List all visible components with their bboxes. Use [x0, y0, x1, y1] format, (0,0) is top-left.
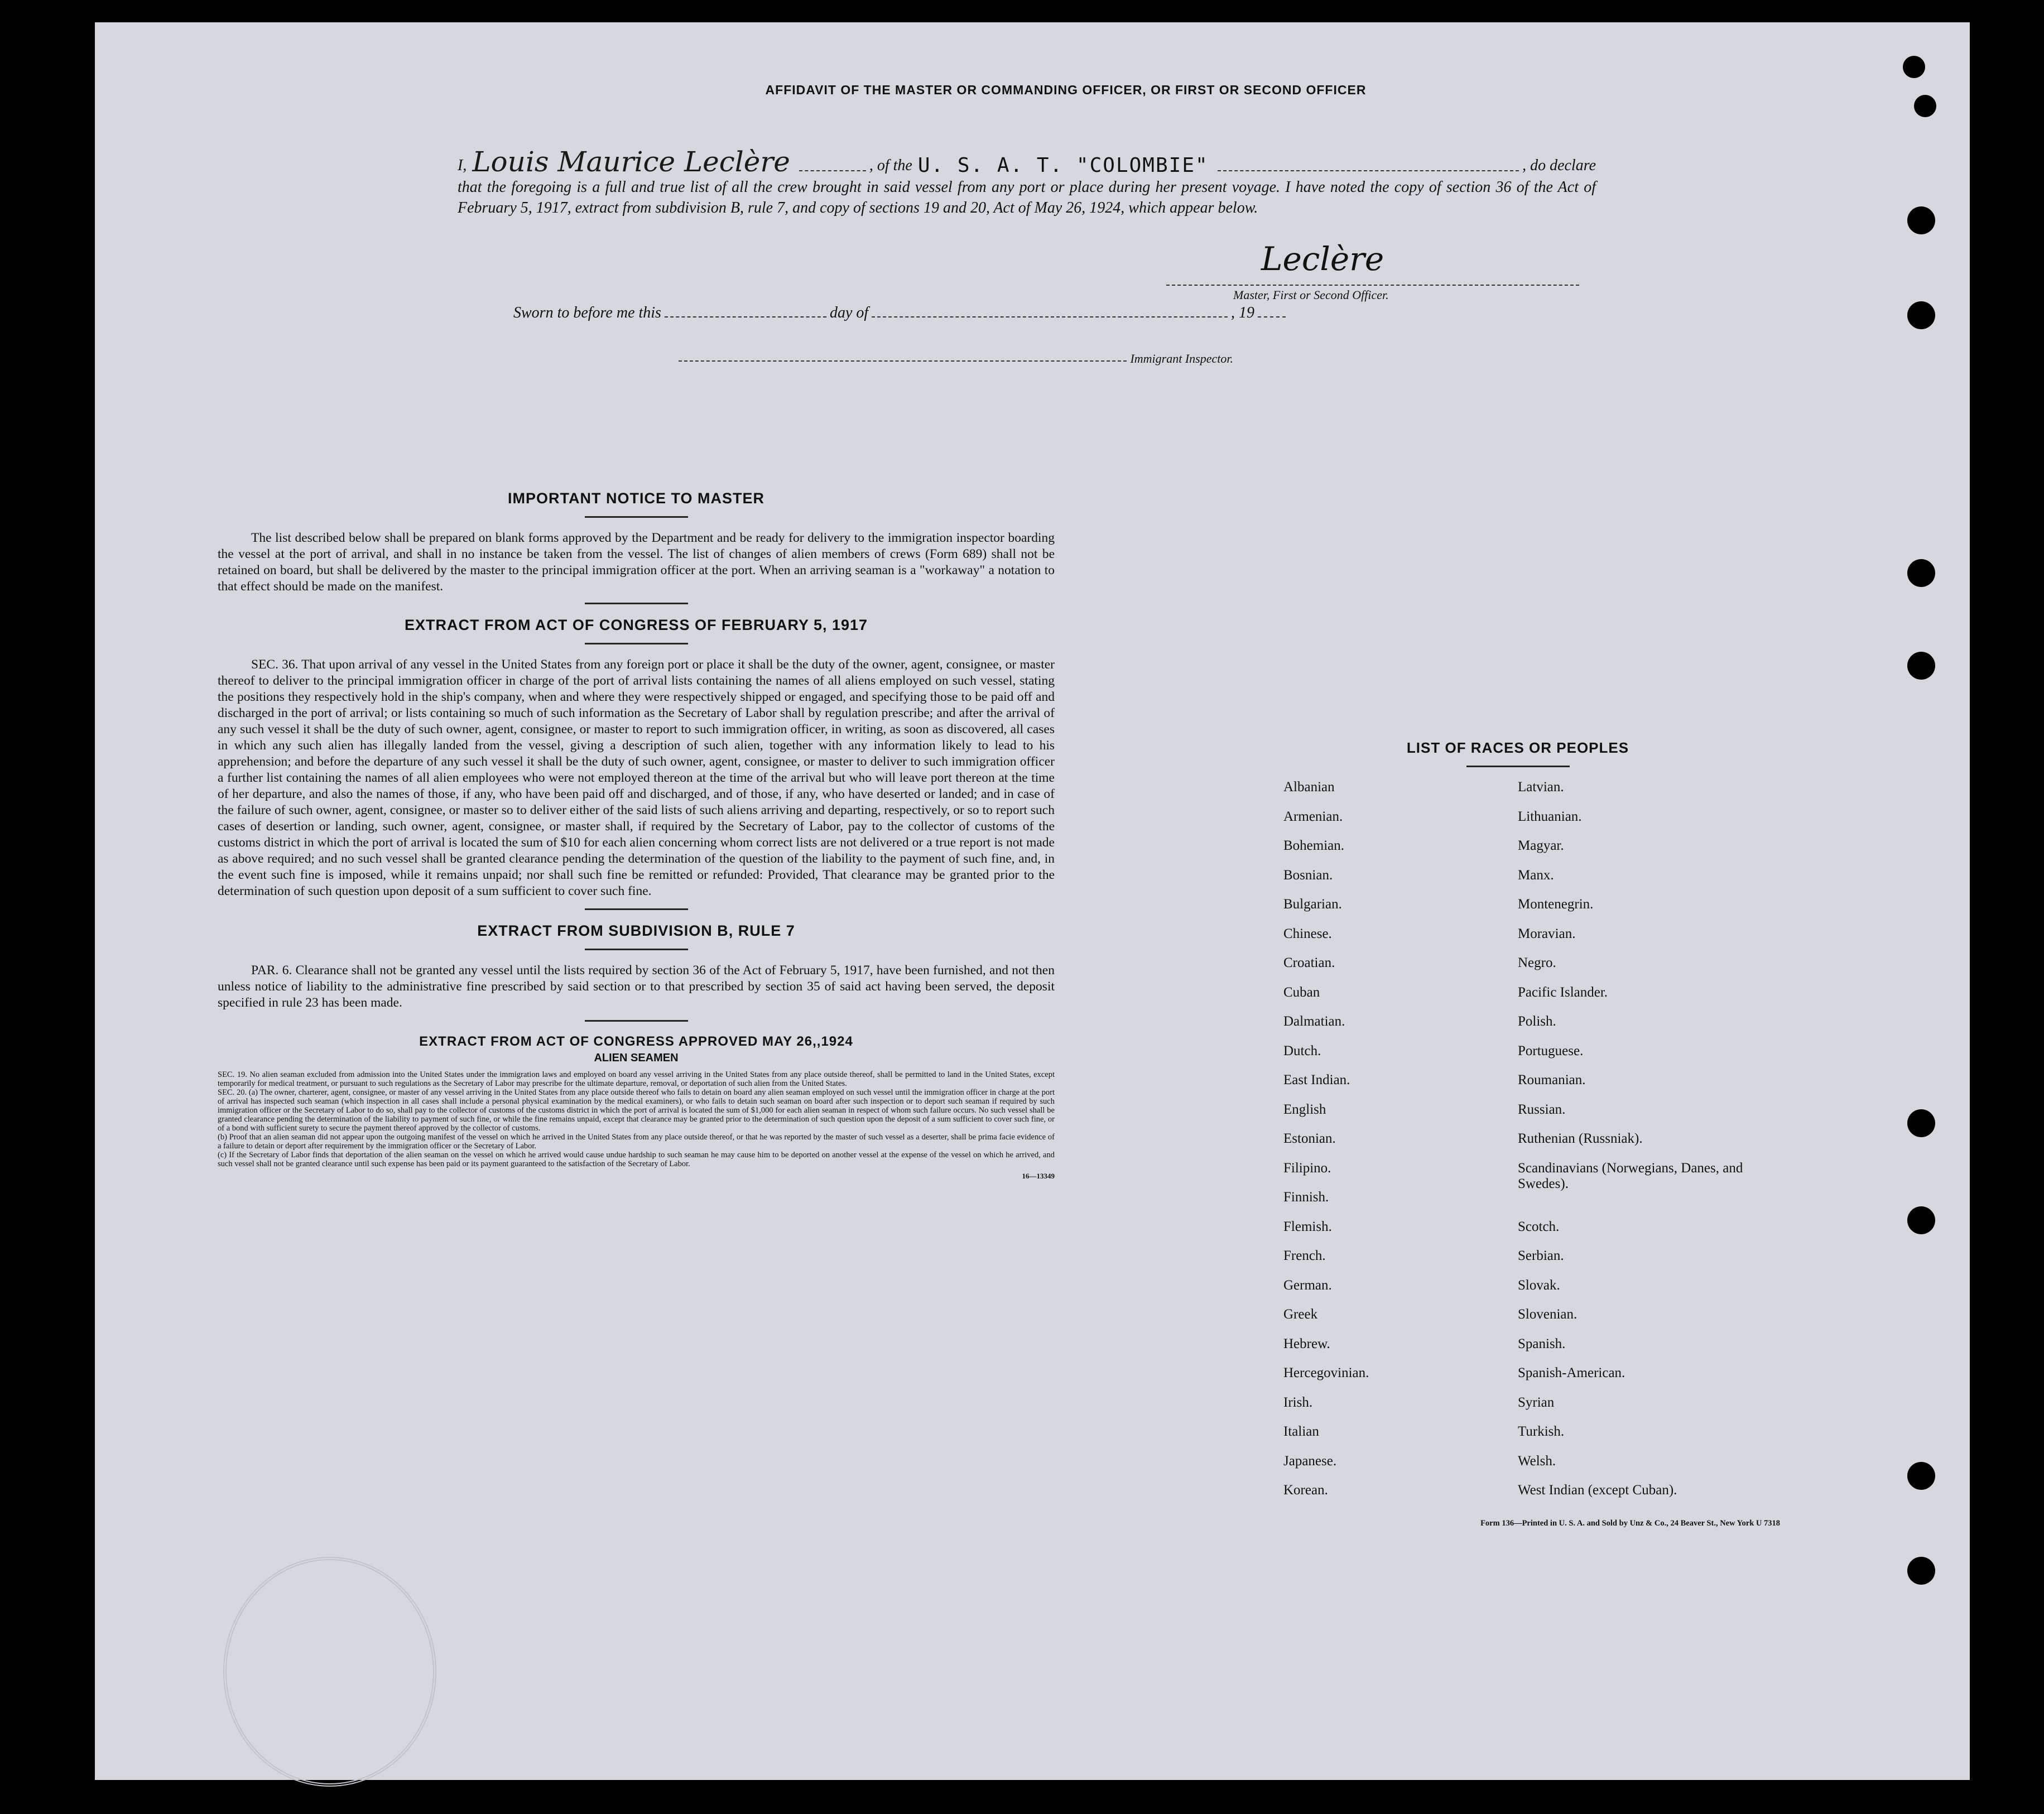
month-fill-line [872, 306, 1228, 317]
divider [585, 1020, 688, 1022]
race-item: Negro. [1518, 955, 1556, 970]
race-item: German. [1283, 1277, 1332, 1293]
race-item: Turkish. [1518, 1424, 1565, 1439]
race-item: Magyar. [1518, 838, 1564, 853]
race-item: East Indian. [1283, 1072, 1350, 1088]
race-item: Flemish. [1283, 1219, 1332, 1234]
divider [585, 949, 688, 950]
punch-hole [1907, 1462, 1935, 1490]
alien-seamen-subheading: ALIEN SEAMEN [594, 1052, 679, 1064]
of-the-label: , of the [869, 157, 912, 174]
master-signature: Leclère [1261, 240, 1384, 278]
race-item: Albanian [1283, 780, 1335, 795]
sec20b-text: (b) Proof that an alien seaman did not appear upon the outgoing manifest of the vessel on which he arrived in the United States from any place outside thereof, or that he was reported by the master of such vessel as a deserter, shall be prima facie evidence of a failure to detain or deport after requirement by the immigration officer or the Secretary of Labor. [218, 1133, 1055, 1151]
punch-hole [1907, 301, 1935, 329]
notice-heading: IMPORTANT NOTICE TO MASTER [508, 490, 764, 507]
form-code: 16—13349 [1022, 1172, 1055, 1180]
race-item: Dutch. [1283, 1043, 1321, 1058]
declaration-line [458, 148, 1596, 176]
year-fill-line [1258, 306, 1286, 317]
extract-rule7-heading: EXTRACT FROM SUBDIVISION B, RULE 7 [477, 922, 795, 939]
race-item: Japanese. [1283, 1453, 1337, 1469]
races-list [1267, 739, 1769, 1512]
divider [585, 516, 688, 518]
extract-1917-text [218, 657, 1055, 899]
race-item: Cuban [1283, 984, 1320, 1000]
day-fill-line [665, 306, 826, 317]
race-item: Estonian. [1283, 1131, 1336, 1146]
race-item: Greek [1283, 1307, 1318, 1322]
vessel-name-typed: U. S. A. T. "COLOMBIE" [917, 154, 1209, 177]
race-item: Bulgarian. [1283, 897, 1342, 912]
day-of-label: day of [829, 304, 869, 321]
notice-body: The list described below shall be prepared on blank forms approved by the Department and be ready for delivery to the immigration inspector boarding the vessel at the port of arrival, and shall in no instance be taken from the vessel. The list of changes of alien members of crews (Form 689) shall not be retained on board, but shall be delivered by the master to the principal immigration officer at the port. When an arriving seaman is a "workaway" a notation to that effect should be made on the manifest. [218, 531, 1055, 594]
do-declare-label: , do declare [1522, 157, 1596, 174]
extract-1917-heading: EXTRACT FROM ACT OF CONGRESS OF FEBRUARY 5, 1917 [404, 617, 868, 633]
race-item: Russian. [1518, 1101, 1566, 1117]
race-item: Roumanian. [1518, 1072, 1586, 1088]
embossed-seal [223, 1557, 436, 1787]
race-item: Irish. [1283, 1394, 1313, 1410]
race-item: English [1283, 1101, 1326, 1117]
master-signature-block [1166, 240, 1579, 302]
punch-hole [1907, 559, 1935, 587]
document-page [95, 22, 1970, 1780]
race-item: Moravian. [1518, 926, 1576, 941]
race-item: Polish. [1518, 1014, 1556, 1029]
extract-rule7-text [218, 963, 1055, 1011]
extract-1917-body: SEC. 36. That upon arrival of any vessel in the United States from any foreign port or place it shall be the duty of the owner, agent, consignee, or master thereof to deliver to the principal immigration officer in charge of the port of arrival lists containing the names of all aliens employed on such vessel, stating the positions they respectively hold in the ship's company, when and where they were respectively shipped or engaged, and specifying those to be paid off and discharged in the port of arrival; or lists containing so much of such information as the Secretary of Labor shall by regulation prescribe; and after the arrival of any such vessel it shall be the duty of such owner, agent, consignee, or master to report to such immigration officer, in writing, as soon as discovered, all cases in which any such alien has illegally landed from the vessel, giving a description of such alien, together with any information likely to lead to his apprehension; and before the departure of any such vessel it shall be the duty of such owner, agent, consignee, or master to deliver to such immigration officer a further list containing the names of all alien employees who were not employed thereon at the time of the arrival but who will leave port thereon at the time of her departure, and also the names of those, if any, who have been paid off and discharged, and of those, if any, who have deserted or landed; and in case of the failure of such owner, agent, consignee, or master so to deliver either of the said lists of such aliens arriving and departing, respectively, or so to report such cases of desertion or landing, such owner, agent, consignee, or master shall, if required by the Secretary of Labor, pay to the collector of customs of the customs district in which the port of arrival is located the sum of $10 for each alien concerning whom correct lists are not delivered or a true report is not made as above required; and no such vessel shall be granted clearance pending the determination of the question of the liability to the payment of such fine, and, in the event such fine is imposed, while it remains unpaid; nor shall such fine be remitted or refunded: Provided, That clearance may be granted prior to the determination of such question upon deposit of a sum sufficient to cover such fine. [218, 657, 1055, 898]
race-item: Spanish. [1518, 1336, 1566, 1351]
affidavit-title: AFFIDAVIT OF THE MASTER OR COMMANDING OFFICER, OR FIRST OR SECOND OFFICER [765, 83, 1367, 97]
race-item: Korean. [1283, 1483, 1328, 1498]
punch-hole [1903, 56, 1925, 78]
signature-caption: Master, First or Second Officer. [1233, 288, 1389, 302]
name-fill-line [799, 160, 866, 171]
race-item [1518, 1190, 1752, 1219]
race-item: Italian [1283, 1424, 1319, 1439]
race-item: Lithuanian. [1518, 809, 1582, 824]
left-column [218, 490, 1055, 1181]
race-item: Montenegrin. [1518, 897, 1594, 912]
race-item: Bosnian. [1283, 867, 1333, 883]
vessel-fill-line [1218, 160, 1519, 171]
inspector-label: Immigrant Inspector. [1130, 352, 1233, 365]
race-item: Hebrew. [1283, 1336, 1330, 1351]
races-heading: LIST OF RACES OR PEOPLES [1406, 739, 1629, 756]
race-item: Spanish-American. [1518, 1365, 1625, 1380]
race-item: Ruthenian (Russniak). [1518, 1131, 1643, 1146]
sec20c-text: (c) If the Secretary of Labor finds that deportation of the alien seaman on the vessel on which he arrived would cause undue hardship to such seaman he may cause him to be deported on another vessel at the expense of the vessel on which he arrived, and such vessel shall not be granted clearance until such expense has been paid or its payment guaranteed to the satisfaction of the Secretary of Labor. [218, 1151, 1055, 1168]
divider [585, 643, 688, 644]
race-item: Chinese. [1283, 926, 1332, 941]
race-item: Filipino. [1283, 1160, 1331, 1176]
race-item: Welsh. [1518, 1453, 1556, 1469]
race-item: Hercegovinian. [1283, 1365, 1369, 1380]
inspector-line [675, 350, 1233, 366]
race-item: Scotch. [1518, 1219, 1560, 1234]
declaration-text: that the foregoing is a full and true list of all the crew brought in said vessel from any port or place during her present voyage. I have noted the copy of section 36 of the Act of February 5, 1917, extract from subdivision B, rule 7, and copy of sections 19 and 20, Act of May 26, 1924, which appear below. [458, 179, 1596, 216]
affidavit-declaration [458, 148, 1596, 218]
divider [585, 908, 688, 910]
race-item: Syrian [1518, 1394, 1555, 1410]
officer-name-handwritten: Louis Maurice Leclère [472, 146, 790, 178]
punch-hole [1907, 206, 1935, 234]
race-item: Bohemian. [1283, 838, 1345, 853]
race-item: French. [1283, 1248, 1326, 1263]
sworn-label: Sworn to before me this [513, 304, 661, 321]
punch-hole [1907, 1557, 1935, 1585]
punch-hole [1907, 652, 1935, 680]
race-item: Dalmatian. [1283, 1014, 1345, 1029]
race-item: Latvian. [1518, 780, 1564, 795]
extract-1924-heading: EXTRACT FROM ACT OF CONGRESS APPROVED MAY 26,,1924 [419, 1034, 853, 1049]
race-item: Manx. [1518, 867, 1554, 883]
divider [1466, 766, 1570, 767]
races-grid [1283, 780, 1769, 1512]
year-label: , 19 [1231, 304, 1254, 321]
race-item: Serbian. [1518, 1248, 1564, 1263]
sworn-line [513, 304, 1289, 322]
race-item: Portuguese. [1518, 1043, 1584, 1058]
race-item: West Indian (except Cuban). [1518, 1483, 1677, 1498]
sec20a-text: SEC. 20. (a) The owner, charterer, agent, consignee, or master of any vessel arriving in the United States from any place outside thereof who fails to detain on board any alien seaman employed on such vessel until the immigration officer in charge at the port of arrival has inspected such seaman (which inspection in all cases shall include a personal physical examination by the medical examiners), or who fails to detain such seaman on board after such inspection or to deport such seaman if required by such immigration officer or the Secretary of Labor to do so, shall pay to the collector of customs of the customs district in which the port of arrival is located the sum of $1,000 for each alien seaman in respect of whom such failure occurs. No such vessel shall be granted clearance pending the determination of the liability to payment of such fine, or while the fine remains unpaid, except that clearance may be granted prior to the determination of such question upon the deposit of a sum sufficient to cover such fine, or of a bond with sufficient surety to secure the payment thereof approved by the collector of customs. [218, 1088, 1055, 1133]
i-label: I, [458, 157, 467, 174]
punch-hole [1914, 95, 1936, 117]
inspector-fill-line [679, 350, 1127, 362]
punch-hole [1907, 1206, 1935, 1234]
race-item: Armenian. [1283, 809, 1343, 824]
race-item: Pacific Islander. [1518, 984, 1608, 1000]
punch-hole [1907, 1109, 1935, 1137]
race-item: Slovenian. [1518, 1307, 1578, 1322]
race-item: Croatian. [1283, 955, 1335, 970]
race-item: Finnish. [1283, 1190, 1329, 1205]
sec19-text: SEC. 19. No alien seaman excluded from admission into the United States under the immigration laws and employed on board any vessel arriving in the United States from any place outside thereof, shall be permitted to land in the United States, except temporarily for medical treatment, or pursuant to such regulations as the Secretary of Labor may prescribe for the ultimate departure, removal, or deportation of such alien from the United States. [218, 1070, 1055, 1088]
race-item: Scandinavians (Norwegians, Danes, and Swedes). [1518, 1160, 1743, 1191]
divider [585, 603, 688, 604]
race-item: Slovak. [1518, 1277, 1560, 1293]
extract-rule7-body: PAR. 6. Clearance shall not be granted any vessel until the lists required by section 36 of the Act of February 5, 1917, have been furnished, and not then unless notice of liability to the administrative fine prescribed by said section or to that prescribed by section 35 of said act having been served, the deposit specified in rule 23 has been made. [218, 963, 1055, 1010]
form-printer-note: Form 136—Printed in U. S. A. and Sold by Unz & Co., 24 Beaver St., New York U 7318 [1480, 1519, 1780, 1528]
notice-text [218, 530, 1055, 595]
